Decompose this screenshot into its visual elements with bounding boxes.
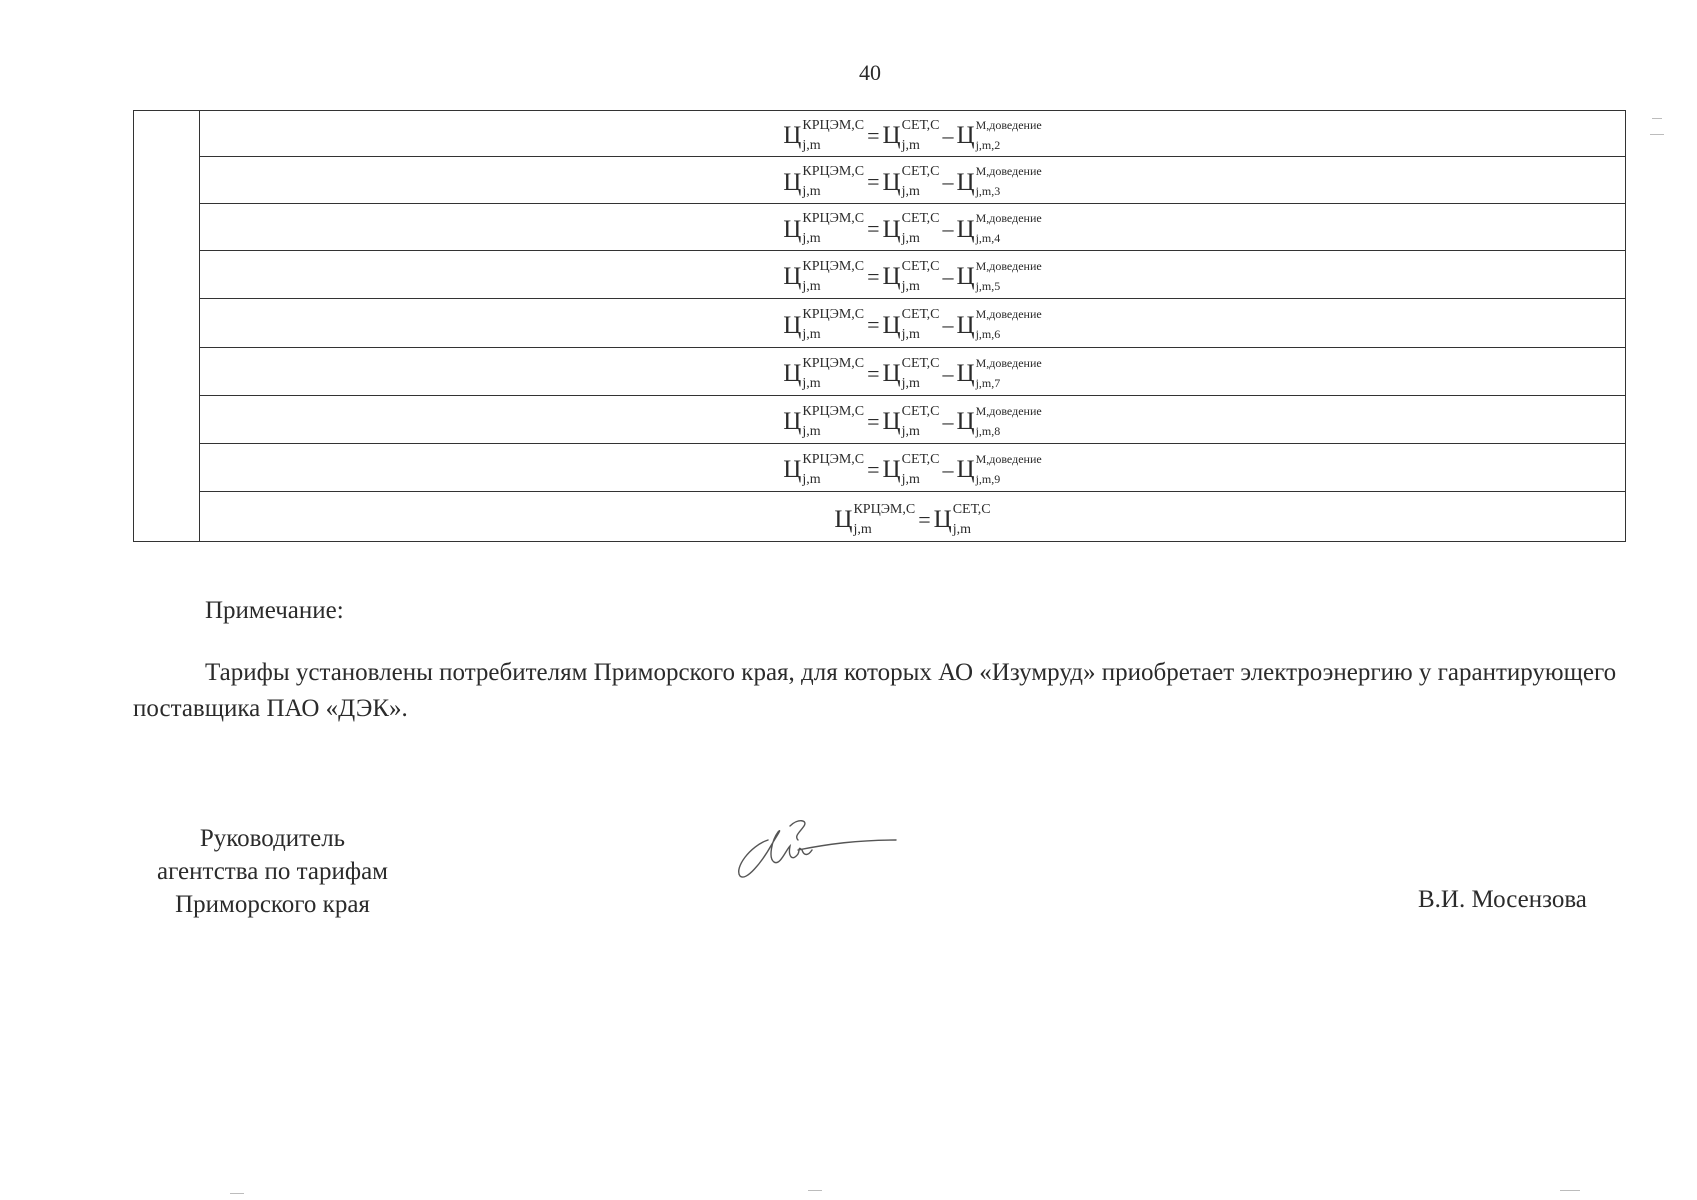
symbol-superscript: КРЦЭМ,С: [802, 258, 865, 274]
symbol-scripts: [975, 117, 1042, 152]
formula-row: [200, 111, 1625, 157]
formula-row: [200, 492, 1625, 543]
symbol-base: Ц: [882, 311, 901, 339]
symbol-subscript: j,m: [901, 471, 920, 487]
formula-symbol: [783, 164, 865, 199]
formula: [834, 501, 990, 535]
formula-symbol: [882, 403, 940, 439]
symbol-subscript: j,m: [901, 423, 920, 439]
formula: [783, 117, 1041, 151]
symbol-subscript: j,m: [853, 521, 872, 537]
symbol-subscript: j,m: [802, 231, 821, 246]
formula-symbol: [956, 164, 1042, 198]
symbol-subscript: j,m,8: [975, 423, 1001, 438]
symbol-subscript: j,m,3: [975, 184, 1001, 198]
symbol-subscript: j,m: [901, 278, 920, 294]
formula-row: [200, 444, 1625, 492]
symbol-base: Ц: [956, 456, 975, 483]
note-text: Тарифы установлены потребителям Приморского края, для которых АО «Изумруд» приобретает электроэнергию у гарантирующего поставщика ПАО «ДЭК».: [133, 659, 1617, 722]
symbol-scripts: [975, 164, 1042, 198]
formula-symbol: [956, 258, 1042, 293]
formula: [783, 163, 1041, 197]
formula-symbol: [783, 211, 865, 246]
formula-symbol: [956, 211, 1042, 245]
symbol-subscript: j,m: [802, 327, 821, 342]
symbol-superscript: М,доведение: [975, 451, 1042, 466]
symbol-base: Ц: [882, 408, 901, 435]
symbol-base: Ц: [956, 311, 975, 339]
formula: [783, 306, 1041, 340]
formula-operator: =: [918, 506, 931, 532]
formula-symbol: [783, 451, 865, 487]
symbol-subscript: j,m: [802, 278, 821, 294]
formula: [783, 355, 1041, 389]
formula-operator: =: [867, 312, 880, 337]
table-number-column: [134, 111, 200, 541]
symbol-base: Ц: [956, 122, 975, 149]
symbol-base: Ц: [956, 360, 975, 387]
symbol-superscript: КРЦЭМ,С: [802, 355, 865, 371]
symbol-superscript: КРЦЭМ,С: [802, 164, 865, 179]
symbol-subscript: j,m: [901, 327, 920, 342]
symbol-superscript: М,доведение: [975, 307, 1042, 321]
symbol-base: Ц: [783, 408, 802, 435]
symbol-scripts: [901, 451, 940, 487]
formula-row: [200, 204, 1625, 251]
symbol-superscript: СЕТ,С: [901, 451, 940, 467]
symbol-scripts: [975, 258, 1042, 293]
note-label: Примечание:: [205, 597, 344, 624]
formula-symbol: [783, 403, 865, 439]
formula-operator: –: [942, 122, 954, 148]
signatory-title-line: агентства по тарифам: [156, 858, 389, 885]
symbol-base: Ц: [783, 215, 802, 243]
formula-row: [200, 348, 1625, 396]
symbol-superscript: СЕТ,С: [901, 211, 940, 226]
symbol-subscript: j,m: [802, 184, 821, 199]
formula-operator: –: [942, 408, 954, 434]
symbol-superscript: М,доведение: [975, 355, 1042, 370]
symbol-scripts: [802, 355, 865, 391]
symbol-base: Ц: [783, 456, 802, 483]
symbol-base: Ц: [882, 215, 901, 243]
symbol-scripts: [802, 451, 865, 487]
symbol-subscript: j,m,6: [975, 327, 1001, 341]
formula: [783, 451, 1041, 485]
symbol-base: Ц: [882, 168, 901, 196]
symbol-scripts: [952, 501, 991, 537]
formula-symbol: [882, 211, 940, 246]
formula-operator: =: [867, 263, 880, 289]
formula-operator: =: [867, 169, 880, 194]
formula-operator: =: [867, 360, 880, 386]
page-number: 40: [859, 60, 881, 85]
symbol-scripts: [802, 164, 865, 199]
symbol-superscript: КРЦЭМ,С: [802, 403, 865, 419]
formula-symbol: [882, 117, 940, 153]
symbol-subscript: j,m: [901, 375, 920, 391]
formula-symbol: [882, 307, 940, 342]
symbol-subscript: j,m,9: [975, 471, 1001, 486]
formula-symbol: [834, 501, 916, 537]
formula-symbol: [783, 307, 865, 342]
symbol-superscript: М,доведение: [975, 117, 1042, 132]
signatory-title-line: Руководитель: [199, 825, 346, 852]
symbol-subscript: j,m: [802, 137, 821, 153]
symbol-subscript: j,m,7: [975, 375, 1001, 390]
symbol-superscript: СЕТ,С: [901, 258, 940, 274]
symbol-superscript: М,доведение: [975, 403, 1042, 418]
formula-operator: –: [942, 360, 954, 386]
symbol-subscript: j,m: [901, 137, 920, 153]
symbol-scripts: [975, 451, 1042, 486]
formula-row: [200, 396, 1625, 444]
formula-operator: =: [867, 408, 880, 434]
symbol-subscript: j,m: [802, 423, 821, 439]
symbol-subscript: j,m: [952, 521, 971, 537]
formula: [783, 403, 1041, 437]
symbol-scripts: [802, 117, 865, 153]
symbol-base: Ц: [956, 263, 975, 290]
symbol-base: Ц: [783, 311, 802, 339]
symbol-base: Ц: [882, 456, 901, 483]
formula-operator: –: [942, 312, 954, 337]
formula-symbol: [933, 501, 991, 537]
symbol-superscript: М,доведение: [975, 164, 1042, 178]
symbol-superscript: СЕТ,С: [952, 501, 991, 517]
formula-symbol: [956, 403, 1042, 438]
symbol-scripts: [975, 355, 1042, 390]
symbol-superscript: КРЦЭМ,С: [802, 117, 865, 133]
formula-symbol: [956, 355, 1042, 390]
symbol-base: Ц: [783, 263, 802, 290]
symbol-subscript: j,m,2: [975, 137, 1001, 152]
scan-artifact: [1650, 134, 1664, 135]
symbol-scripts: [901, 307, 940, 342]
symbol-scripts: [802, 211, 865, 246]
symbol-scripts: [901, 355, 940, 391]
symbol-subscript: j,m: [901, 184, 920, 199]
symbol-subscript: j,m: [802, 375, 821, 391]
formula-symbol: [956, 451, 1042, 486]
symbol-subscript: j,m,4: [975, 231, 1001, 245]
symbol-base: Ц: [956, 408, 975, 435]
symbol-scripts: [901, 211, 940, 246]
symbol-base: Ц: [956, 168, 975, 196]
symbol-scripts: [802, 258, 865, 294]
formula: [783, 210, 1041, 244]
formula-symbol: [956, 307, 1042, 341]
symbol-superscript: М,доведение: [975, 211, 1042, 225]
symbol-base: Ц: [783, 168, 802, 196]
symbol-base: Ц: [783, 122, 802, 149]
formula-symbol: [783, 258, 865, 294]
formula-symbol: [882, 355, 940, 391]
symbol-scripts: [901, 117, 940, 153]
symbol-base: Ц: [882, 122, 901, 149]
symbol-scripts: [853, 501, 916, 537]
symbol-superscript: СЕТ,С: [901, 117, 940, 133]
formula: [783, 258, 1041, 292]
formula-rows: [200, 111, 1625, 541]
formula-row: [200, 251, 1625, 299]
symbol-base: Ц: [933, 506, 952, 533]
symbol-scripts: [975, 307, 1042, 341]
symbol-base: Ц: [834, 506, 853, 533]
scan-artifact: [230, 1193, 244, 1194]
symbol-superscript: СЕТ,С: [901, 355, 940, 371]
formula-symbol: [956, 117, 1042, 152]
symbol-superscript: КРЦЭМ,С: [802, 211, 865, 226]
formula-operator: –: [942, 263, 954, 289]
formula-symbol: [882, 451, 940, 487]
symbol-scripts: [802, 403, 865, 439]
symbol-base: Ц: [956, 215, 975, 243]
symbol-subscript: j,m,5: [975, 278, 1001, 293]
symbol-base: Ц: [882, 360, 901, 387]
symbol-scripts: [901, 403, 940, 439]
symbol-superscript: СЕТ,С: [901, 403, 940, 419]
symbol-superscript: СЕТ,С: [901, 307, 940, 322]
formula-operator: –: [942, 456, 954, 482]
symbol-scripts: [901, 164, 940, 199]
symbol-base: Ц: [882, 263, 901, 290]
formula-operator: =: [867, 216, 880, 241]
symbol-scripts: [901, 258, 940, 294]
symbol-subscript: j,m: [901, 231, 920, 246]
formula-symbol: [882, 258, 940, 294]
scan-artifact: [808, 1190, 822, 1191]
scan-artifact: [1652, 118, 1662, 119]
signatory-name: В.И. Мосензова: [1418, 886, 1587, 913]
signatory-title: [120, 822, 425, 921]
symbol-superscript: КРЦЭМ,С: [802, 307, 865, 322]
formula-symbol: [783, 117, 865, 153]
symbol-scripts: [802, 307, 865, 342]
formula-operator: –: [942, 216, 954, 241]
handwritten-signature: [728, 810, 898, 880]
scan-artifact: [1560, 1190, 1580, 1191]
formula-operator: =: [867, 456, 880, 482]
symbol-scripts: [975, 403, 1042, 438]
formula-row: [200, 157, 1625, 204]
formula-symbol: [783, 355, 865, 391]
symbol-superscript: КРЦЭМ,С: [853, 501, 916, 517]
formula-operator: –: [942, 169, 954, 194]
formula-symbol: [882, 164, 940, 199]
symbol-superscript: СЕТ,С: [901, 164, 940, 179]
signatory-title-line: Приморского края: [175, 891, 370, 918]
formula-operator: =: [867, 122, 880, 148]
formula-table: [133, 110, 1626, 542]
symbol-scripts: [975, 211, 1042, 245]
symbol-superscript: КРЦЭМ,С: [802, 451, 865, 467]
symbol-superscript: М,доведение: [975, 258, 1042, 273]
symbol-base: Ц: [783, 360, 802, 387]
symbol-subscript: j,m: [802, 471, 821, 487]
formula-row: [200, 299, 1625, 348]
